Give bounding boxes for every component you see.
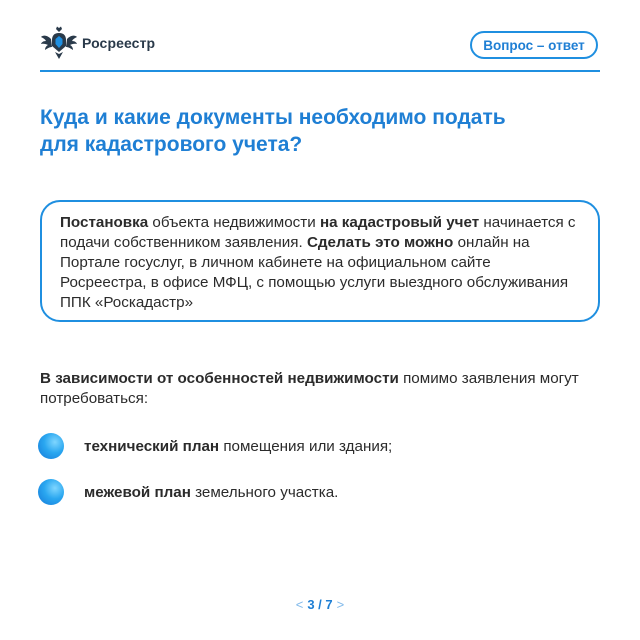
info-bold-1: Постановка <box>60 214 149 231</box>
info-bold-2: на кадастровый учет <box>319 214 480 231</box>
list-item-rest: земельного участка. <box>190 483 339 501</box>
page-indicator: 3 / 7 <box>307 597 333 612</box>
info-text-2: начинается с подачи собственником заявления. <box>60 214 576 251</box>
list-item <box>38 479 338 505</box>
title-line-2: для кадастрового учета? <box>40 133 303 156</box>
title-line-1: Куда и какие документы необходимо подать <box>40 106 506 129</box>
pagination <box>0 597 640 612</box>
info-bold-3: Сделать это можно <box>306 234 454 251</box>
bullet-dot-icon <box>38 479 64 505</box>
next-page-button[interactable]: > <box>336 597 345 612</box>
info-text-1: объекта недвижимости <box>148 214 320 231</box>
intro-text <box>40 369 610 409</box>
rosreestr-logo[interactable] <box>40 26 155 60</box>
info-box <box>40 200 600 322</box>
bullet-dot-icon <box>38 433 64 459</box>
logo-text: Росреестр <box>82 35 156 51</box>
double-headed-eagle-icon <box>40 26 78 60</box>
list-item <box>38 433 392 459</box>
header <box>40 24 600 72</box>
intro-rest: помимо заявления могут потребоваться: <box>40 370 579 407</box>
list-item-bold: межевой план <box>84 483 191 501</box>
prev-page-button[interactable]: < <box>295 597 304 612</box>
info-text-3: онлайн на Портале госуслуг, в личном кабинете на официальном сайте Росреестра, в офисе МФЦ, с помощью услуги выездного обслуживания ППК «Роскадастр» <box>60 234 569 311</box>
qa-badge-button[interactable]: Вопрос – ответ <box>470 31 598 59</box>
list-item-text <box>84 484 338 501</box>
list-item-rest: помещения или здания; <box>219 437 393 455</box>
page-title <box>40 104 580 158</box>
intro-bold: В зависимости от особенностей недвижимости <box>40 370 399 387</box>
info-text <box>60 213 580 313</box>
list-item-text <box>84 438 392 455</box>
list-item-bold: технический план <box>84 437 220 455</box>
